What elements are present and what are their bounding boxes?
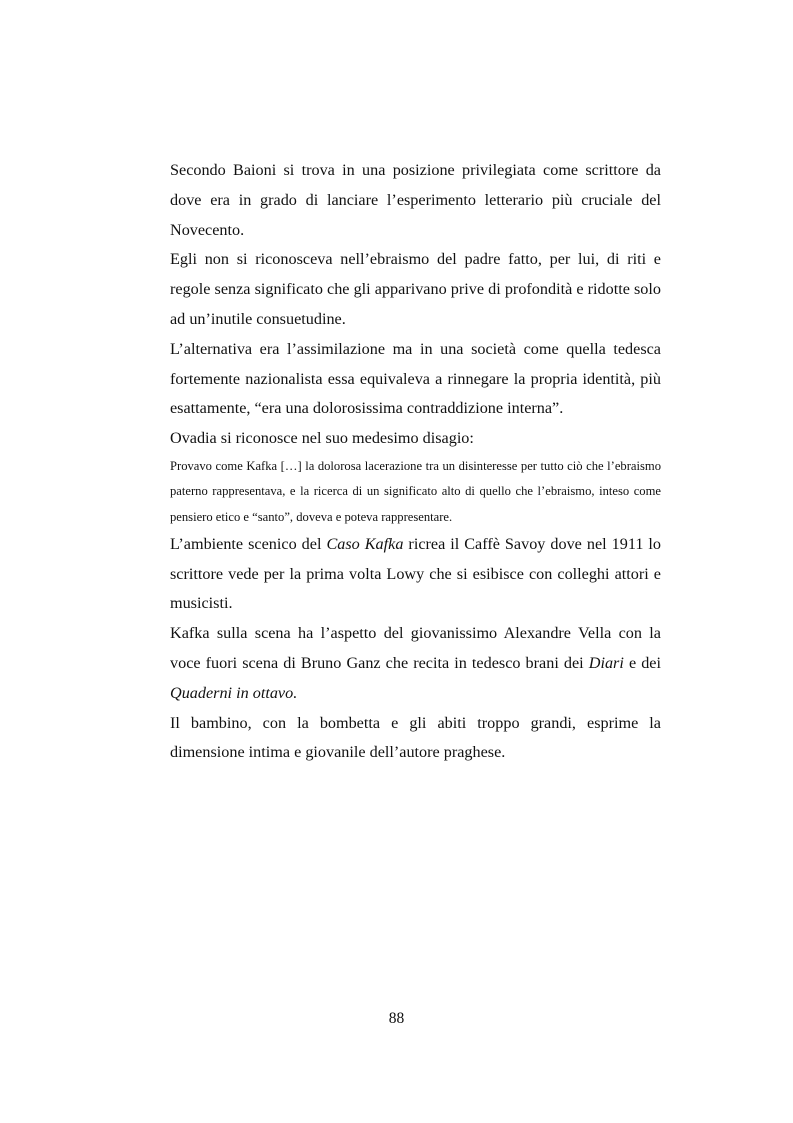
block-quote: Provavo come Kafka […] la dolorosa lacerazione tra un disinteresse per tutto ciò che l’ebraismo paterno rappresentava, e la ricerca di un significato alto di quello che l’ebraismo, inteso come pensiero etico e “santo”, doveva e poteva rappresentare. <box>170 458 661 524</box>
paragraph-6 <box>170 619 661 708</box>
paragraph-5-text-a: L’ambiente scenico del <box>170 534 327 553</box>
paragraph-2: Egli non si riconosceva nell’ebraismo del padre fatto, per lui, di riti e regole senza significato che gli apparivano prive di profondità e ridotte solo ad un’inutile consuetudine. <box>170 250 661 328</box>
body-text <box>170 156 661 768</box>
work-title-diari: Diari <box>588 654 624 673</box>
paragraph-5-text-b: ricrea il Caffè Savoy dove nel 1911 lo scrittore vede per la prima volta Lowy che si esibisce con colleghi attori e musicisti. <box>170 534 662 613</box>
page-number: 88 <box>388 1010 405 1027</box>
work-title-caso-kafka: Caso Kafka <box>326 534 404 553</box>
paragraph-6-text-a: Kafka sulla scena ha l’aspetto del giovanissimo Alexandre Vella con la voce fuori scena di Bruno Ganz che recita in tedesco brani dei <box>170 624 661 673</box>
paragraph-6-text-b: e dei <box>623 654 661 673</box>
paragraph-1: Secondo Baioni si trova in una posizione privilegiata come scrittore da dove era in grado di lanciare l’esperimento letterario più cruciale del Novecento. <box>170 161 661 239</box>
paragraph-5 <box>170 530 661 619</box>
work-title-quaderni: Quaderni in ottavo. <box>170 683 298 702</box>
paragraph-7: Il bambino, con la bombetta e gli abiti troppo grandi, esprime la dimensione intima e giovanile dell’autore praghese. <box>170 713 661 762</box>
paragraph-4: Ovadia si riconosce nel suo medesimo disagio: <box>170 429 474 448</box>
paragraph-3: L’alternativa era l’assimilazione ma in una società come quella tedesca fortemente nazionalista essa equivaleva a rinnegare la propria identità, più esattamente, “era una dolorosissima contraddizione interna”. <box>170 339 661 418</box>
